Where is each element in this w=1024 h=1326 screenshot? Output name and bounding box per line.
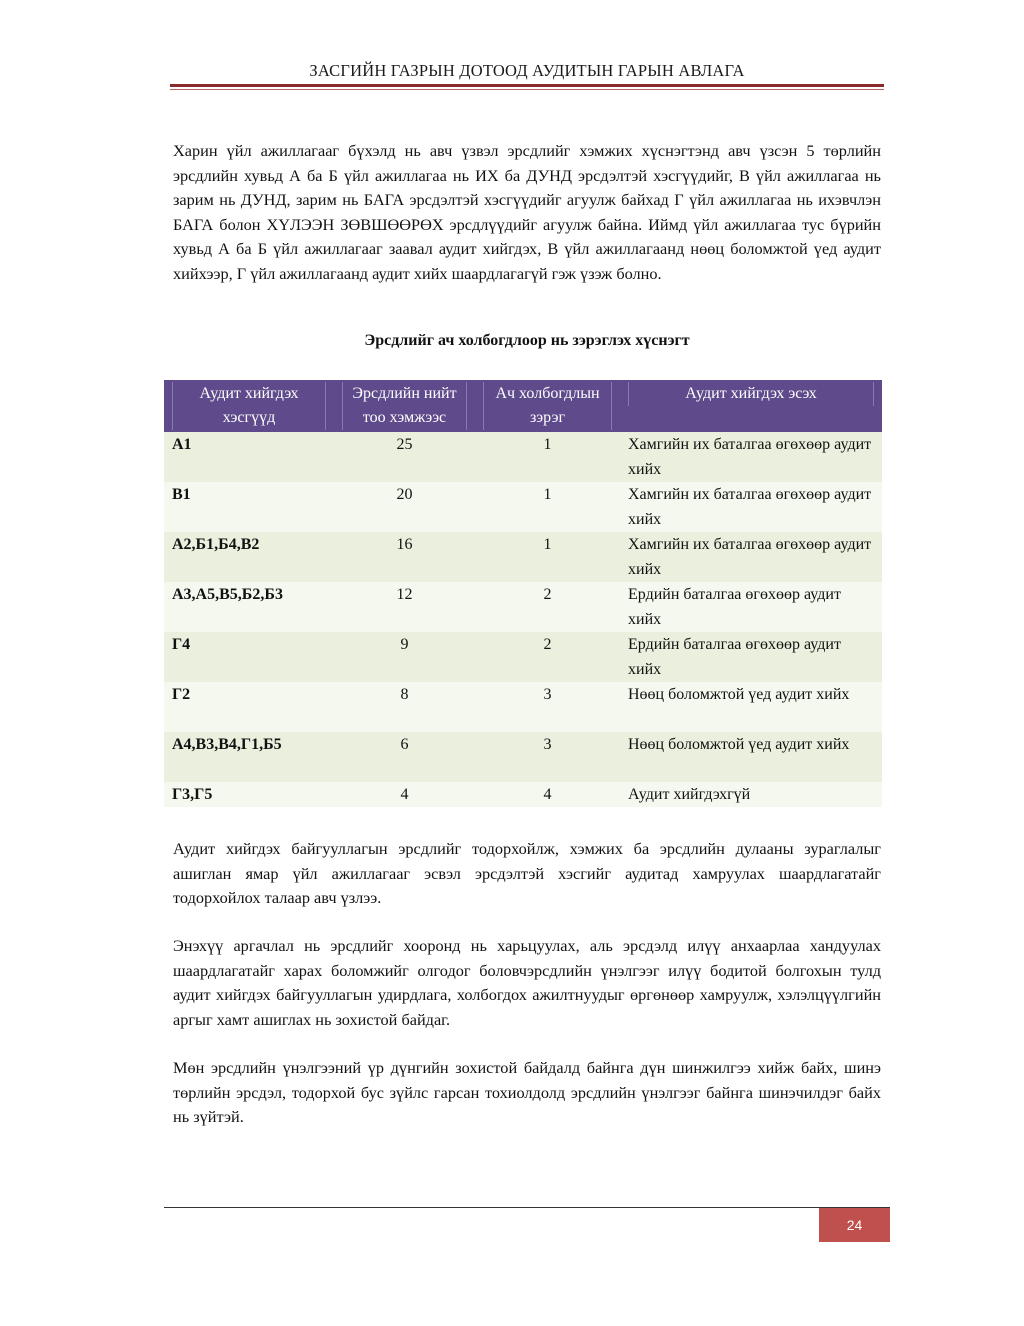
header-audit-decision — [620, 380, 882, 432]
cell-area: Г2 — [164, 682, 334, 732]
cell-rank: 3 — [475, 732, 620, 782]
header-audit-areas-line2: хэсгүүд — [222, 409, 276, 426]
running-header-title: ЗАСГИЙН ГАЗРЫН ДОТООД АУДИТЫН ГАРЫН АВЛАГА — [309, 61, 745, 80]
risk-ranking-table — [164, 380, 882, 807]
cell-total: 25 — [334, 432, 475, 482]
paragraph-risk-heatmap: Аудит хийгдэх байгууллагын эрсдлийг тодорхойлж, хэмжих ба эрсдлийн дулааны зураглалыг ашиглан ямар үйл ажиллагааг эсвэл эрсдэлтэй хэсгийг аудитад хамруулах шаардлагатайг тодорхойлох талаар авч үзлээ. — [173, 839, 881, 908]
header-risk-total — [334, 380, 475, 432]
cell-total: 6 — [334, 732, 475, 782]
cell-decision: Хамгийн их баталгаа өгөхөөр аудит хийх — [620, 482, 882, 532]
cell-rank: 3 — [475, 682, 620, 732]
paragraph-intro: Харин үйл ажиллагааг бүхэлд нь авч үзвэл эрсдлийг хэмжих хүснэгтэнд авч үзсэн 5 төрлийн эрсдлийн хувьд А ба Б үйл ажиллагаа нь ИХ ба ДУНД эрсдэлтэй хэсгүүдийг, В үйл ажиллагаа нь зарим нь ДУНД, зарим нь БАГА эрсдэлтэй хэсгүүдийг агуулж байхад Г үйл ажиллагаа нь ихэвчлэн БАГА болон ХҮЛЭЭН ЗӨВШӨӨРӨХ эрсдлүүдийг агуулж байна. Иймд үйл ажиллагаа тус бүрийн хувьд А ба Б үйл ажиллагааг заавал аудит хийгдэх, В үйл ажиллагаанд нөөц боломжтой үед аудит хийхээр, Г үйл ажиллагаанд аудит хийх шаардлагагүй гэж үзэж болно. — [173, 141, 881, 283]
footer-rule — [164, 1207, 890, 1208]
header-audit-areas-line1: Аудит хийгдэх — [199, 385, 299, 402]
cell-decision: Нөөц боломжтой үед аудит хийх — [620, 732, 882, 782]
table-caption: Эрсдлийг ач холбогдлоор нь зэрэглэх хүснэгт — [364, 332, 690, 349]
cell-area: А1 — [164, 432, 334, 482]
cell-total: 4 — [334, 782, 475, 807]
header-priority-rank-line1: Ач холбогдлын — [495, 385, 600, 402]
cell-decision: Аудит хийгдэхгүй — [620, 782, 882, 807]
header-risk-total-line2: тоо хэмжээс — [362, 409, 447, 426]
cell-rank: 1 — [475, 532, 620, 582]
table-header-row — [164, 380, 882, 432]
cell-decision: Нөөц боломжтой үед аудит хийх — [620, 682, 882, 732]
table-row — [164, 732, 882, 782]
cell-total: 9 — [334, 632, 475, 682]
header-audit-areas — [164, 380, 334, 432]
table-row — [164, 682, 882, 732]
cell-area: А2,Б1,Б4,В2 — [164, 532, 334, 582]
cell-decision: Ердийн баталгаа өгөхөөр аудит хийх — [620, 582, 882, 632]
cell-rank: 4 — [475, 782, 620, 807]
header-rule-thin — [170, 89, 884, 90]
cell-total: 20 — [334, 482, 475, 532]
cell-decision: Хамгийн их баталгаа өгөхөөр аудит хийх — [620, 532, 882, 582]
cell-area: А3,А5,В5,Б2,Б3 — [164, 582, 334, 632]
table-row — [164, 532, 882, 582]
paragraph-methodology: Энэхүү аргачлал нь эрсдлийг хооронд нь харьцуулах, аль эрсдэлд илүү анхаарлаа хандуулах шаардлагатайг харах боломжийг олгодог боловчэрсдлийн үнэлгээг илүү бодитой болгохын тулд аудит хийгдэх байгууллагын удирдлага, холбогдох ажилтнуудыг өргөнөөр хамруулж, хэлэлцүүлгийн аргыг хамт ашиглах нь зохистой байдаг. — [173, 936, 881, 1029]
cell-total: 8 — [334, 682, 475, 732]
cell-area: Г4 — [164, 632, 334, 682]
header-risk-total-line1: Эрсдлийн нийт — [352, 385, 457, 402]
header-rule — [170, 84, 884, 87]
cell-area: А4,В3,В4,Г1,Б5 — [164, 732, 334, 782]
cell-rank: 1 — [475, 482, 620, 532]
cell-decision: Хамгийн их баталгаа өгөхөөр аудит хийх — [620, 432, 882, 482]
paragraph-continuous-review: Мөн эрсдлийн үнэлгээний үр дүнгийн зохистой байдалд байнга дүн шинжилгээ хийж байх, шинэ төрлийн эрсдэл, тодорхой бус зүйлс гарсан тохиолдолд эрсдлийн үнэлгээг байнга шинэчилдэг байх нь зүйтэй. — [173, 1058, 881, 1127]
header-audit-decision-line1: Аудит хийгдэх эсэх — [685, 385, 817, 402]
table-row — [164, 582, 882, 632]
page-number-badge: 24 — [819, 1208, 890, 1242]
header-priority-rank-line2: зэрэг — [529, 409, 565, 426]
cell-area: В1 — [164, 482, 334, 532]
cell-decision: Ердийн баталгаа өгөхөөр аудит хийх — [620, 632, 882, 682]
cell-rank: 1 — [475, 432, 620, 482]
cell-total: 16 — [334, 532, 475, 582]
cell-total: 12 — [334, 582, 475, 632]
table-row — [164, 482, 882, 532]
cell-rank: 2 — [475, 582, 620, 632]
cell-area: Г3,Г5 — [164, 782, 334, 807]
cell-rank: 2 — [475, 632, 620, 682]
table-row — [164, 432, 882, 482]
table-row — [164, 632, 882, 682]
table-row — [164, 782, 882, 807]
header-priority-rank — [475, 380, 620, 432]
